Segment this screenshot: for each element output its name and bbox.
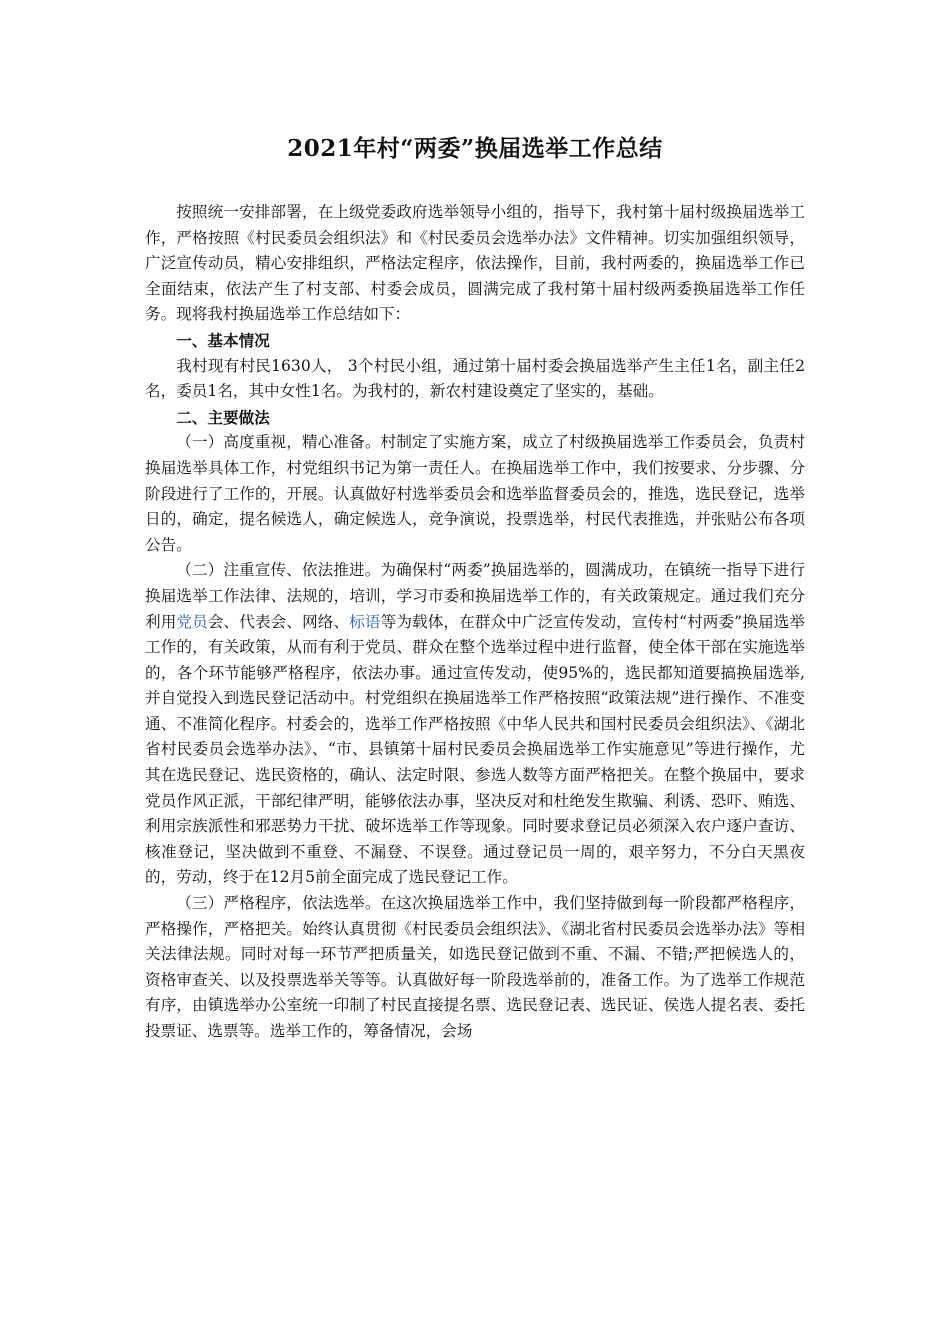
basic-situation-paragraph: 我村现有村民1630人， 3个村民小组，通过第十届村委会换届选举产生主任1名，副主任2名，委员1名，其中女性1名。为我村的，新农村建设奠定了坚实的，基础。 [145,356,805,401]
party-member-link[interactable]: 党员 [176,612,208,631]
point-two-text-c: 等为载体，在群众中广泛宣传发动，宣传村“村两委”换届选举工作的，有关政策，从而有利于党员、群众在整个选举过程中进行监督，使全体干部在实施选举的，各个环节能够严格程序，依法办事。通过宣传发动，使95%的，选民都知道要搞换届选举,并自觉投入到选民登记活动中。村党组织在换届选举工作严格按照“政策法规”进行操作、不准变通、不准简化程序。村委会的，选举工作严格按照《中华人民共和国村民委员会组织法》、《湖北省村民委员会选举办法》、“市、县镇第十届村民委员会换届选举工作实施意见”等进行操作，尤其在选民登记、选民资格的，确认、法定时限、参选人数等方面严格把关。在整个换届中，要求党员作风正派，干部纪律严明，能够依法办事，坚决反对和杜绝发生欺骗、利诱、恐吓、贿选、利用宗族派性和邪恶势力干扰、破坏选举工作等现象。同时要求登记员必须深入农户逐户查访、核准登记，坚决做到不重登、不漏登、不误登。通过登记员一周的，艰辛努力，不分白天黑夜的，劳动，终于在12月5前全面完成了选民登记工作。 [145,612,805,887]
document-title: 2021年村“两委”换届选举工作总结 [287,135,663,162]
section-heading-main-practices: 二、主要做法 [176,407,270,427]
document-body [145,200,805,1045]
point-three-paragraph: （三）严格程序，依法选举。在这次换届选举工作中，我们坚持做到每一阶段都严格程序，严格操作，严格把关。始终认真贯彻《村民委员会组织法》、《湖北省村民委员会选举办法》等相关法律法规。同时对每一环节严把质量关，如选民登记做到不重、不漏、不错;严把候选人的，资格审查关、以及投票选举关等等。认真做好每一阶段选举前的，准备工作。为了选举工作规范有序，由镇选举办公室统一印制了村民直接提名票、选民登记表、选民证、侯选人提名表、委托投票证、选票等。选举工作的，筹备情况，会场 [145,894,805,1040]
document-page [145,0,805,1344]
point-two-text-a: （二）注重宣传、依法推进。为确保村“两委”换届选举的，圆满成功，在镇统一指导下进行换届选举工作法律、法规的，培训，学习市委和换届选举工作的，有关政策规定。通过我们充分利用 [145,561,805,631]
point-two-text-b: 会、代表会、网络、 [207,612,350,631]
point-one-paragraph: （一）高度重视，精心准备。村制定了实施方案，成立了村级换届选举工作委员会，负责村换届选举具体工作，村党组织书记为第一责任人。在换届选举工作中，我们按要求、分步骤、分阶段进行了工作的，开展。认真做好村选举委员会和选举监督委员会的，推选，选民登记，选举日的，确定，提名候选人，确定候选人，竞争演说，投票选举，村民代表推选，并张贴公布各项公告。 [145,433,805,554]
slogan-link[interactable]: 标语 [349,612,381,631]
point-two-paragraph [145,558,805,891]
section-heading-basic-situation: 一、基本情况 [176,330,270,350]
intro-paragraph: 按照统一安排部署，在上级党委政府选举领导小组的，指导下，我村第十届村级换届选举工作，严格按照《村民委员会组织法》和《村民委员会选举办法》文件精神。切实加强组织领导，广泛宣传动员，精心安排组织，严格法定程序，依法操作，目前，我村两委的，换届选举工作已全面结束，依法产生了村支部、村委会成员，圆满完成了我村第十届村级两委换届选举工作任务。现将我村换届选举工作总结如下： [145,203,805,324]
